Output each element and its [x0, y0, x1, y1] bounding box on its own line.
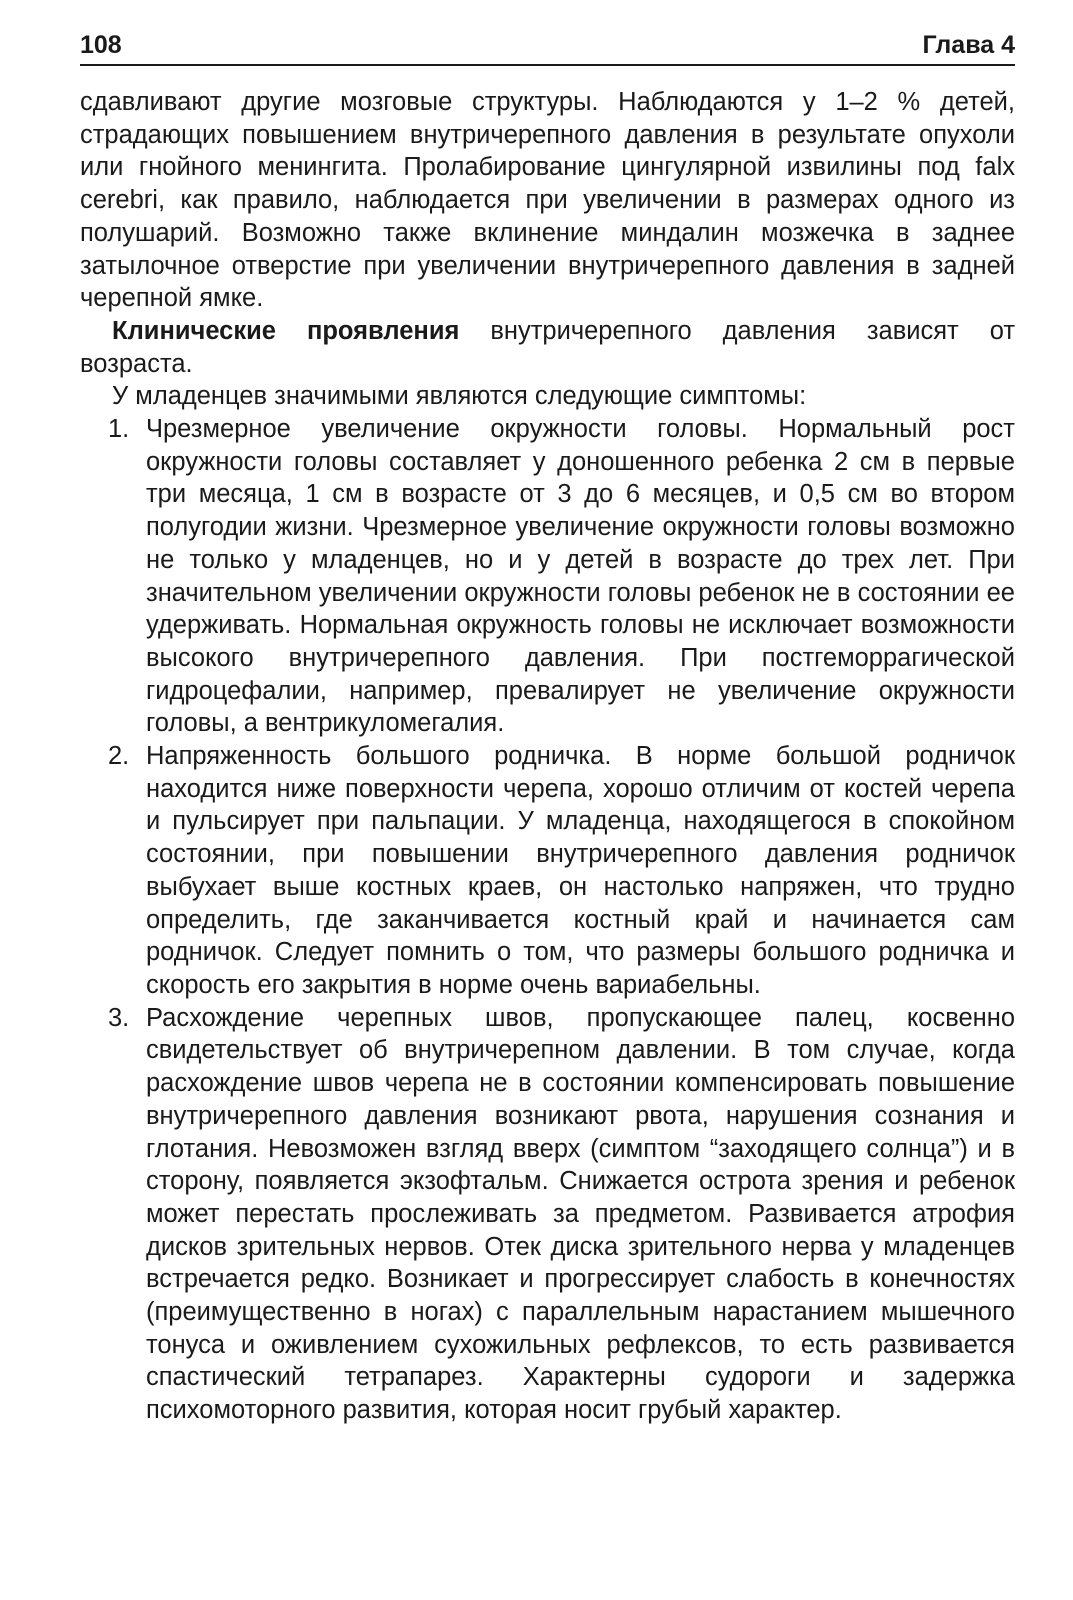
- running-head: [80, 30, 1015, 66]
- list-item: [80, 413, 1015, 740]
- paragraph-clinical: [80, 315, 1015, 380]
- clinical-heading: Клинические проявления: [112, 316, 460, 345]
- list-item-text: Напряженность большого родничка. В норме большой родничок находится ниже поверхности черепа, хорошо отличим от костей черепа и пульсирует при пальпации. У младенца, находящегося в спокойном состоянии, при повышении внутричерепного давления родничок выбухает выше костных краев, он настолько напряжен, что трудно определить, где заканчивается костный край и начинается сам родничок. Следует помнить о том, что размеры большого родничка и скорость его закрытия в норме очень вариабельны.: [146, 742, 1015, 999]
- list-item-number: 3.: [108, 1003, 130, 1032]
- chapter-title: Глава 4: [922, 31, 1015, 59]
- body-text: [80, 86, 1015, 1427]
- list-item-number: 1.: [108, 415, 130, 444]
- page-number: 108: [80, 31, 122, 59]
- clinical-text: внутричерепного давления зависят от возраста.: [80, 316, 1015, 378]
- book-page: [80, 30, 1015, 1427]
- list-item-text: Чрезмерное увеличение окружности головы. Нормальный рост окружности головы составляет у доношенного ребенка 2 см в первые три месяца, 1 см в возрасте от 3 до 6 месяцев, и 0,5 см во втором полугодии жизни. Чрезмерное увеличение окружности головы возможно не только у младенцев, но и у детей в возрасте до трех лет. При значительном увеличении окружности головы ребенок не в состоянии ее удерживать. Нормальная окружность головы не исключает возможности высокого внутричерепного давления. При постгеморрагической гидроцефалии, например, превалирует не увеличение окружности головы, а вентрикуломегалия.: [146, 415, 1015, 738]
- paragraph-continuation: сдавливают другие мозговые структуры. Наблюдаются у 1–2 % детей, страдающих повышением внутричерепного давления в результате опухоли или гнойного менингита. Пролабирование цингулярной извилины под falx cerebri, как правило, наблюдается при увеличении в размерах одного из полушарий. Возможно также вклинение миндалин мозжечка в заднее затылочное отверстие при увеличении внутричерепного давления в задней черепной ямке.: [80, 88, 1015, 313]
- list-item: [80, 740, 1015, 1002]
- paragraph-infants-intro: У младенцев значимыми являются следующие симптомы:: [112, 382, 807, 411]
- list-item: [80, 1002, 1015, 1427]
- list-item-text: Расхождение черепных швов, пропускающее палец, косвенно свидетельствует об внутричерепном давлении. В том случае, когда расхождение швов черепа не в состоянии компенсировать повышение внутричерепного давления возникают рвота, нарушения сознания и глотания. Невозможен взгляд вверх (симптом “заходящего солнца”) и в сторону, появляется экзофтальм. Снижается острота зрения и ребенок может перестать прослеживать за предметом. Развивается атрофия дисков зрительных нервов. Отек диска зрительного нерва у младенцев встречается редко. Возникает и прогрессирует слабость в конечностях (преимущественно в ногах) с параллельным нарастанием мышечного тонуса и оживлением сухожильных рефлексов, то есть развивается спастический тетрапарез. Характерны судороги и задержка психомоторного развития, которая носит грубый характер.: [146, 1003, 1015, 1425]
- list-item-number: 2.: [108, 742, 130, 771]
- symptom-list: [80, 413, 1015, 1427]
